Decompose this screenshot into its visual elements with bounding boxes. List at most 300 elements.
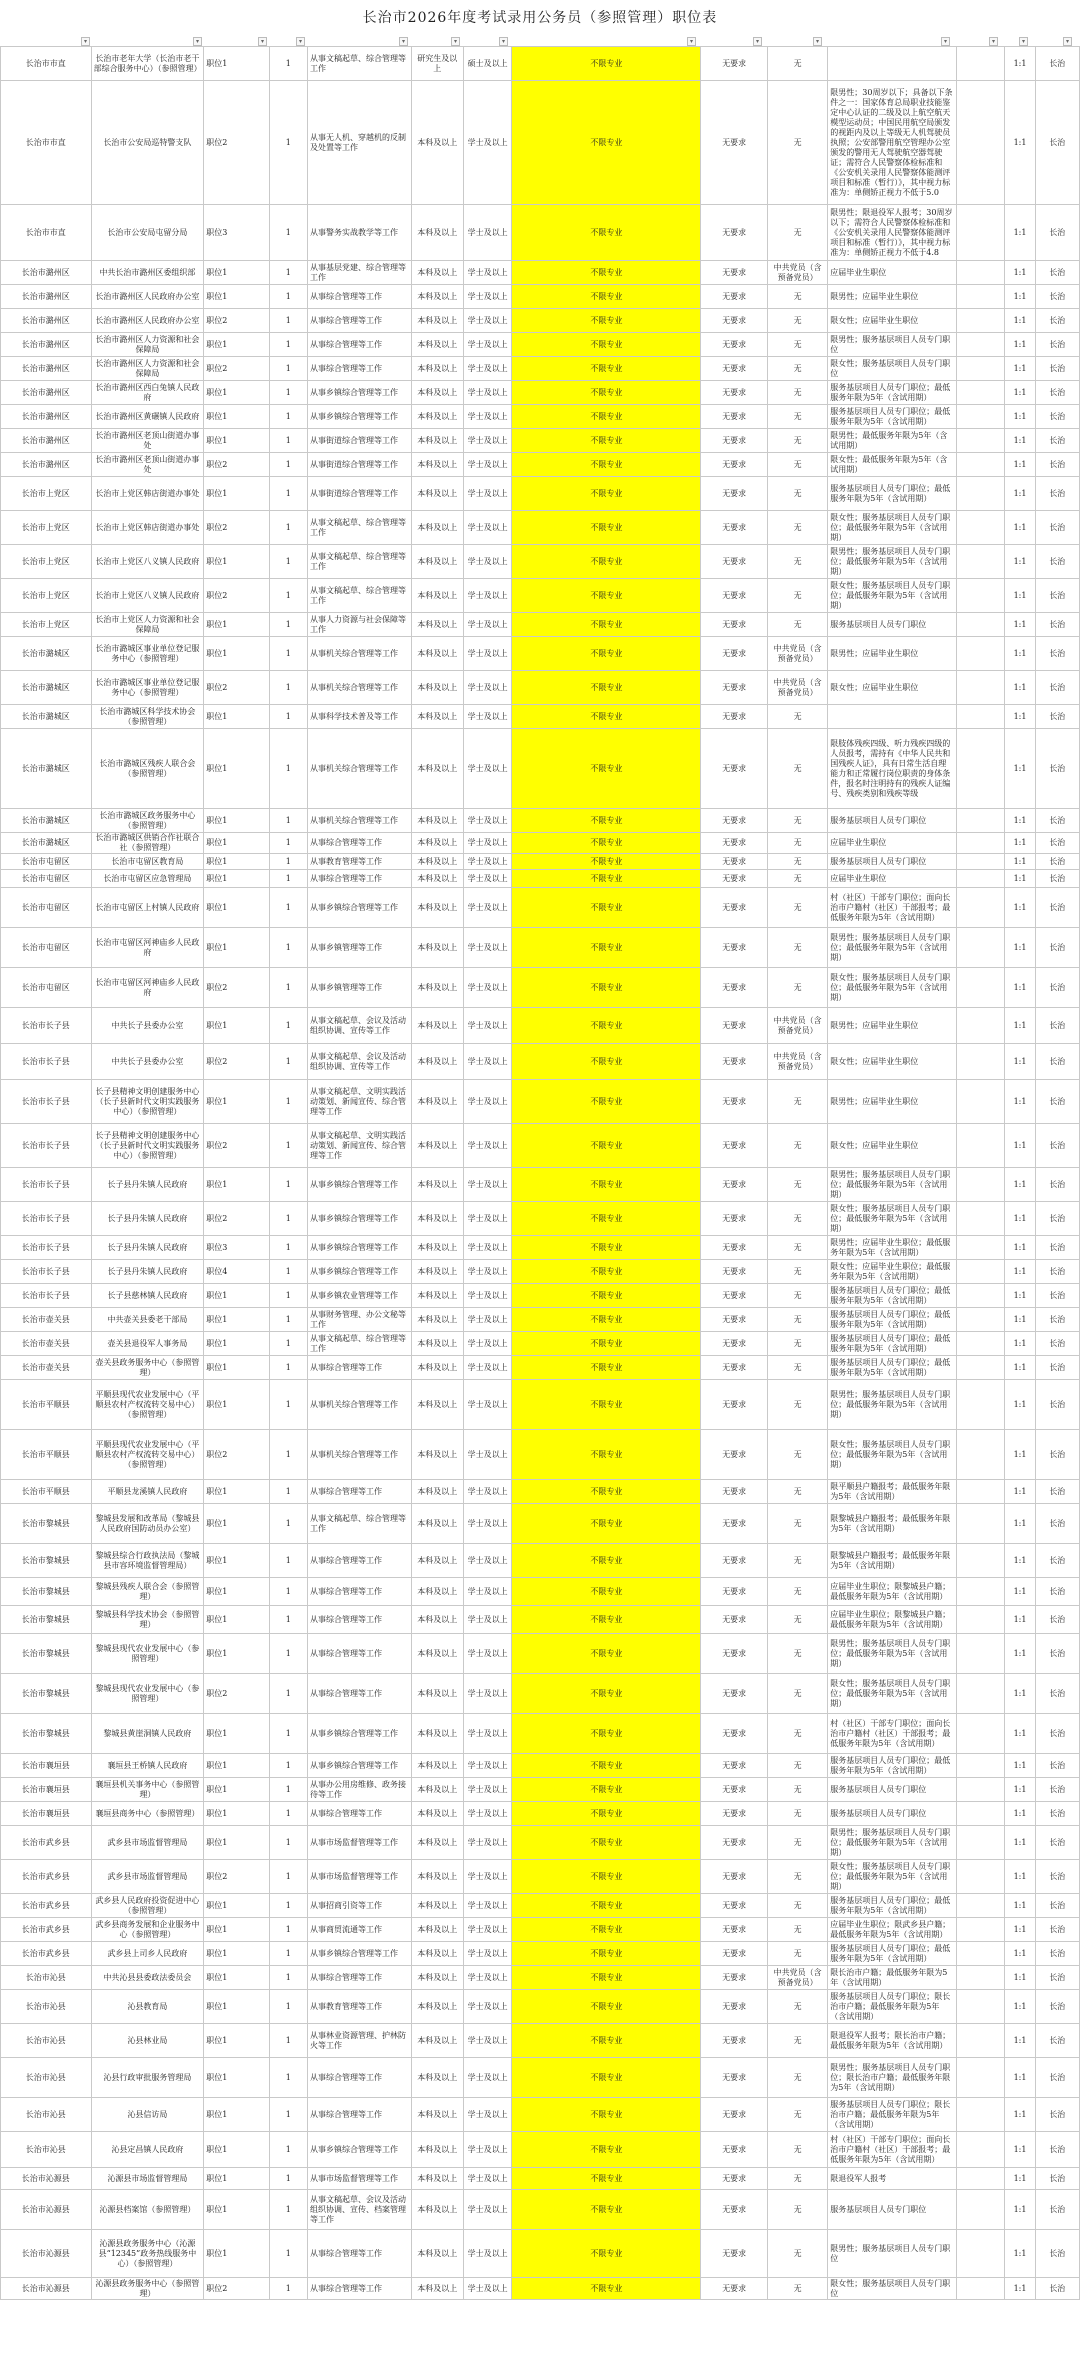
cell-blank (957, 1634, 1005, 1674)
cell-grassroots: 无 (767, 968, 827, 1008)
cell-duty: 从事市场监督管理等工作 (307, 2168, 411, 2190)
cell-num: 1 (269, 1544, 307, 1578)
cell-duty: 从事文稿起草、文明实践活动策划、新闻宣传、综合管理等工作 (307, 1124, 411, 1168)
cell-city: 长治 (1035, 1826, 1079, 1860)
cell-region: 长治市襄垣县 (1, 1754, 92, 1778)
cell-education: 本科及以上 (411, 1894, 463, 1918)
cell-major: 不限专业 (512, 429, 701, 453)
cell-grassroots: 无 (767, 405, 827, 429)
cell-degree: 学士及以上 (463, 1714, 511, 1754)
cell-duty: 从事乡镇综合管理等工作 (307, 381, 411, 405)
cell-unit: 长治市潞州区人民政府办公室 (91, 309, 204, 333)
cell-region: 长治市潞州区 (1, 453, 92, 477)
filter-dropdown-icon[interactable]: ▾ (753, 37, 762, 46)
cell-post: 职位1 (204, 1380, 269, 1430)
cell-city: 长治 (1035, 1778, 1079, 1802)
cell-city: 长治 (1035, 2098, 1079, 2132)
cell-city: 长治 (1035, 2024, 1079, 2058)
cell-degree: 学士及以上 (463, 1942, 511, 1966)
table-row (1, 429, 1080, 453)
cell-degree: 学士及以上 (463, 2024, 511, 2058)
cell-degree: 学士及以上 (463, 285, 511, 309)
cell-major: 不限专业 (512, 477, 701, 511)
cell-degree: 硕士及以上 (463, 47, 511, 81)
cell-post: 职位2 (204, 357, 269, 381)
cell-num: 1 (269, 1260, 307, 1284)
table-row (1, 1778, 1080, 1802)
filter-dropdown-icon[interactable]: ▾ (1019, 37, 1028, 46)
cell-blank (957, 968, 1005, 1008)
cell-ratio: 1:1 (1005, 545, 1035, 579)
filter-dropdown-icon[interactable]: ▾ (258, 37, 267, 46)
cell-other: 村（社区）干部专门职位；面向长治市户籍村（社区）干部报考；最低服务年限为5年（含试用期） (828, 888, 957, 928)
table-row (1, 1044, 1080, 1080)
cell-unit: 沁县行政审批服务管理局 (91, 2058, 204, 2098)
filter-dropdown-icon[interactable]: ▾ (193, 37, 202, 46)
cell-num: 1 (269, 2058, 307, 2098)
cell-ratio: 1:1 (1005, 205, 1035, 261)
cell-num: 1 (269, 1860, 307, 1894)
cell-political: 无要求 (701, 1332, 767, 1356)
cell-blank (957, 309, 1005, 333)
cell-duty: 从事乡镇管理等工作 (307, 928, 411, 968)
cell-duty: 从事文稿起草、综合管理等工作 (307, 579, 411, 613)
table-row (1, 1754, 1080, 1778)
cell-num: 1 (269, 1308, 307, 1332)
cell-post: 职位2 (204, 1044, 269, 1080)
cell-region: 长治市屯留区 (1, 888, 92, 928)
cell-blank (957, 1504, 1005, 1544)
cell-num: 1 (269, 1202, 307, 1236)
cell-grassroots: 无 (767, 1202, 827, 1236)
cell-unit: 长治市潞城区政务服务中心（参照管理） (91, 809, 204, 833)
cell-ratio: 1:1 (1005, 833, 1035, 854)
cell-city: 长治 (1035, 1124, 1079, 1168)
cell-region: 长治市襄垣县 (1, 1778, 92, 1802)
cell-ratio: 1:1 (1005, 1990, 1035, 2024)
cell-major: 不限专业 (512, 1918, 701, 1942)
cell-duty: 从事综合管理等工作 (307, 833, 411, 854)
cell-num: 1 (269, 1044, 307, 1080)
cell-post: 职位1 (204, 1356, 269, 1380)
cell-major: 不限专业 (512, 854, 701, 870)
cell-post: 职位1 (204, 1918, 269, 1942)
cell-major: 不限专业 (512, 637, 701, 671)
cell-num: 1 (269, 809, 307, 833)
cell-ratio: 1:1 (1005, 888, 1035, 928)
cell-grassroots: 无 (767, 1480, 827, 1504)
cell-education: 本科及以上 (411, 1606, 463, 1634)
cell-grassroots: 中共党员（含预备党员） (767, 1044, 827, 1080)
cell-degree: 学士及以上 (463, 1634, 511, 1674)
cell-political: 无要求 (701, 2230, 767, 2278)
cell-ratio: 1:1 (1005, 2058, 1035, 2098)
cell-degree: 学士及以上 (463, 1990, 511, 2024)
cell-blank (957, 405, 1005, 429)
cell-ratio: 1:1 (1005, 928, 1035, 968)
cell-unit: 黎城县科学技术协会（参照管理） (91, 1606, 204, 1634)
cell-city: 长治 (1035, 1284, 1079, 1308)
page-title: 长治市2026年度考试录用公务员（参照管理）职位表 (362, 10, 718, 26)
cell-duty: 从事市场监督管理等工作 (307, 1860, 411, 1894)
cell-other: 服务基层项目人员专门职位；最低服务年限为5年（含试用期） (828, 1332, 957, 1356)
cell-degree: 学士及以上 (463, 2168, 511, 2190)
cell-num: 1 (269, 729, 307, 809)
cell-degree: 学士及以上 (463, 671, 511, 705)
cell-post: 职位1 (204, 47, 269, 81)
cell-other: 限女性；服务基层项目人员专门职位 (828, 357, 957, 381)
table-row (1, 1430, 1080, 1480)
cell-city: 长治 (1035, 671, 1079, 705)
cell-post: 职位1 (204, 729, 269, 809)
table-row (1, 1202, 1080, 1236)
cell-duty: 从事文稿起草、综合管理等工作 (307, 47, 411, 81)
filter-dropdown-icon[interactable]: ▾ (499, 37, 508, 46)
cell-duty: 从事文稿起草、会议及活动组织协调、宣传、档案管理等工作 (307, 2190, 411, 2230)
filter-dropdown-icon[interactable]: ▾ (941, 37, 950, 46)
cell-city: 长治 (1035, 1480, 1079, 1504)
cell-political: 无要求 (701, 1714, 767, 1754)
cell-education: 本科及以上 (411, 870, 463, 888)
cell-region: 长治市沁县 (1, 2098, 92, 2132)
cell-duty: 从事基层党建、综合管理等工作 (307, 261, 411, 285)
cell-education: 本科及以上 (411, 2278, 463, 2300)
cell-unit: 黎城县黄崖洞镇人民政府 (91, 1714, 204, 1754)
cell-city: 长治 (1035, 2230, 1079, 2278)
filter-dropdown-icon[interactable]: ▾ (451, 37, 460, 46)
cell-degree: 学士及以上 (463, 1202, 511, 1236)
cell-political: 无要求 (701, 2132, 767, 2168)
cell-city: 长治 (1035, 1008, 1079, 1044)
cell-duty: 从事文稿起草、综合管理等工作 (307, 1504, 411, 1544)
cell-degree: 学士及以上 (463, 833, 511, 854)
cell-unit: 长治市潞城区事业单位登记服务中心（参照管理） (91, 637, 204, 671)
table-row (1, 261, 1080, 285)
cell-unit: 武乡县市场监督管理局 (91, 1860, 204, 1894)
cell-city: 长治 (1035, 2190, 1079, 2230)
cell-duty: 从事乡镇综合管理等工作 (307, 1942, 411, 1966)
cell-duty: 从事综合管理等工作 (307, 1674, 411, 1714)
cell-degree: 学士及以上 (463, 1894, 511, 1918)
cell-ratio: 1:1 (1005, 1778, 1035, 1802)
cell-num: 1 (269, 47, 307, 81)
cell-num: 1 (269, 1966, 307, 1990)
cell-grassroots: 无 (767, 453, 827, 477)
cell-grassroots: 无 (767, 309, 827, 333)
cell-city: 长治 (1035, 833, 1079, 854)
cell-ratio: 1:1 (1005, 47, 1035, 81)
cell-unit: 长治市上党区八义镇人民政府 (91, 579, 204, 613)
cell-other: 服务基层项目人员专门职位 (828, 613, 957, 637)
cell-num: 1 (269, 1918, 307, 1942)
cell-city: 长治 (1035, 405, 1079, 429)
cell-unit: 长治市上党区韩店街道办事处 (91, 477, 204, 511)
cell-other: 限男性；限退役军人报考；30周岁以下；需符合人民警察体检标准和《公安机关录用人民警察体能测评项目和标准（暂行）》，其中视力标准为：单侧矫正视力不低于4.8 (828, 205, 957, 261)
cell-grassroots: 无 (767, 2058, 827, 2098)
cell-city: 长治 (1035, 1860, 1079, 1894)
cell-blank (957, 671, 1005, 705)
table-row (1, 1966, 1080, 1990)
filter-dropdown-icon[interactable]: ▾ (687, 37, 696, 46)
cell-city: 长治 (1035, 809, 1079, 833)
cell-post: 职位1 (204, 888, 269, 928)
cell-blank (957, 809, 1005, 833)
cell-unit: 长治市上党区韩店街道办事处 (91, 511, 204, 545)
cell-major: 不限专业 (512, 1894, 701, 1918)
cell-grassroots: 无 (767, 579, 827, 613)
cell-grassroots: 无 (767, 1606, 827, 1634)
cell-unit: 沁源县政务服务中心（沁源县“12345”政务热线服务中心）（参照管理） (91, 2230, 204, 2278)
cell-ratio: 1:1 (1005, 2168, 1035, 2190)
cell-city: 长治 (1035, 1918, 1079, 1942)
cell-region: 长治市上党区 (1, 477, 92, 511)
cell-political: 无要求 (701, 357, 767, 381)
cell-num: 1 (269, 81, 307, 205)
table-row (1, 1894, 1080, 1918)
cell-post: 职位3 (204, 205, 269, 261)
cell-degree: 学士及以上 (463, 1332, 511, 1356)
cell-other: 限男性；服务基层项目人员专门职位；最低服务年限为5年（含试用期） (828, 1634, 957, 1674)
cell-num: 1 (269, 511, 307, 545)
cell-num: 1 (269, 2230, 307, 2278)
cell-unit: 平顺县现代农业发展中心（平顺县农村产权流转交易中心）（参照管理） (91, 1380, 204, 1430)
cell-education: 本科及以上 (411, 1284, 463, 1308)
cell-major: 不限专业 (512, 333, 701, 357)
cell-unit: 中共壶关县委老干部局 (91, 1308, 204, 1332)
cell-unit: 长治市潞州区人力资源和社会保障局 (91, 333, 204, 357)
cell-duty: 从事乡镇综合管理等工作 (307, 2132, 411, 2168)
cell-ratio: 1:1 (1005, 1504, 1035, 1544)
cell-ratio: 1:1 (1005, 1754, 1035, 1778)
cell-degree: 学士及以上 (463, 1044, 511, 1080)
cell-blank (957, 357, 1005, 381)
cell-region: 长治市沁县 (1, 2024, 92, 2058)
cell-blank (957, 1284, 1005, 1308)
cell-duty: 从事综合管理等工作 (307, 1480, 411, 1504)
cell-unit: 长子县丹朱镇人民政府 (91, 1260, 204, 1284)
cell-degree: 学士及以上 (463, 545, 511, 579)
cell-degree: 学士及以上 (463, 1124, 511, 1168)
cell-blank (957, 888, 1005, 928)
cell-grassroots: 无 (767, 870, 827, 888)
cell-other: 限黎城县户籍报考；最低服务年限为5年（含试用期） (828, 1544, 957, 1578)
cell-num: 1 (269, 2168, 307, 2190)
cell-other: 限女性；服务基层项目人员专门职位；最低服务年限为5年（含试用期） (828, 1202, 957, 1236)
cell-num: 1 (269, 705, 307, 729)
cell-num: 1 (269, 1894, 307, 1918)
cell-degree: 学士及以上 (463, 1080, 511, 1124)
cell-grassroots: 无 (767, 1260, 827, 1284)
cell-major: 不限专业 (512, 729, 701, 809)
cell-ratio: 1:1 (1005, 1606, 1035, 1634)
cell-post: 职位1 (204, 1778, 269, 1802)
cell-city: 长治 (1035, 2278, 1079, 2300)
cell-post: 职位1 (204, 2024, 269, 2058)
cell-political: 无要求 (701, 968, 767, 1008)
cell-political: 无要求 (701, 870, 767, 888)
cell-city: 长治 (1035, 1634, 1079, 1674)
cell-num: 1 (269, 968, 307, 1008)
cell-ratio: 1:1 (1005, 1430, 1035, 1480)
cell-post: 职位1 (204, 705, 269, 729)
cell-ratio: 1:1 (1005, 637, 1035, 671)
table-row (1, 1714, 1080, 1754)
cell-unit: 壶关县退役军人事务局 (91, 1332, 204, 1356)
cell-ratio: 1:1 (1005, 729, 1035, 809)
table-row (1, 928, 1080, 968)
cell-grassroots: 无 (767, 357, 827, 381)
cell-degree: 学士及以上 (463, 81, 511, 205)
cell-unit: 黎城县发展和改革局（黎城县人民政府国防动员办公室） (91, 1504, 204, 1544)
cell-city: 长治 (1035, 1504, 1079, 1544)
cell-ratio: 1:1 (1005, 261, 1035, 285)
filter-dropdown-icon[interactable]: ▾ (813, 37, 822, 46)
cell-blank (957, 1544, 1005, 1578)
cell-political: 无要求 (701, 729, 767, 809)
table-row (1, 1634, 1080, 1674)
cell-duty: 从事教育管理等工作 (307, 854, 411, 870)
cell-blank (957, 1894, 1005, 1918)
cell-duty: 从事教育管理等工作 (307, 1990, 411, 2024)
cell-num: 1 (269, 888, 307, 928)
cell-political: 无要求 (701, 1008, 767, 1044)
cell-political: 无要求 (701, 1918, 767, 1942)
cell-political: 无要求 (701, 285, 767, 309)
cell-unit: 黎城县现代农业发展中心（参照管理） (91, 1634, 204, 1674)
cell-city: 长治 (1035, 453, 1079, 477)
cell-unit: 长子县丹朱镇人民政府 (91, 1168, 204, 1202)
cell-post: 职位3 (204, 1236, 269, 1260)
cell-degree: 学士及以上 (463, 333, 511, 357)
cell-num: 1 (269, 1674, 307, 1714)
cell-blank (957, 429, 1005, 453)
cell-grassroots: 无 (767, 2278, 827, 2300)
cell-city: 长治 (1035, 1260, 1079, 1284)
cell-region: 长治市长子县 (1, 1236, 92, 1260)
cell-education: 本科及以上 (411, 1124, 463, 1168)
cell-post: 职位1 (204, 261, 269, 285)
cell-city: 长治 (1035, 1966, 1079, 1990)
cell-political: 无要求 (701, 1544, 767, 1578)
cell-unit: 长治市屯留区河神庙乡人民政府 (91, 928, 204, 968)
cell-other: 服务基层项目人员专门职位；限长治市户籍；最低服务年限为5年（含试用期） (828, 1990, 957, 2024)
cell-blank (957, 205, 1005, 261)
cell-post: 职位2 (204, 511, 269, 545)
cell-city: 长治 (1035, 261, 1079, 285)
table-row (1, 477, 1080, 511)
cell-major: 不限专业 (512, 1168, 701, 1202)
cell-ratio: 1:1 (1005, 2190, 1035, 2230)
cell-post: 职位2 (204, 1674, 269, 1714)
cell-duty: 从事机关综合管理等工作 (307, 1430, 411, 1480)
cell-post: 职位2 (204, 309, 269, 333)
table-row (1, 1606, 1080, 1634)
cell-major: 不限专业 (512, 1308, 701, 1332)
cell-other: 服务基层项目人员专门职位 (828, 809, 957, 833)
cell-region: 长治市武乡县 (1, 1894, 92, 1918)
cell-post: 职位1 (204, 637, 269, 671)
cell-degree: 学士及以上 (463, 613, 511, 637)
cell-education: 本科及以上 (411, 2190, 463, 2230)
cell-grassroots: 无 (767, 1332, 827, 1356)
cell-blank (957, 1202, 1005, 1236)
cell-region: 长治市黎城县 (1, 1714, 92, 1754)
cell-blank (957, 1578, 1005, 1606)
cell-degree: 学士及以上 (463, 1168, 511, 1202)
cell-grassroots: 中共党员（含预备党员） (767, 637, 827, 671)
table-row (1, 381, 1080, 405)
cell-ratio: 1:1 (1005, 1260, 1035, 1284)
cell-region: 长治市壶关县 (1, 1332, 92, 1356)
cell-degree: 学士及以上 (463, 1480, 511, 1504)
position-table (0, 46, 1080, 2300)
filter-dropdown-icon[interactable]: ▾ (296, 37, 305, 46)
cell-post: 职位1 (204, 2230, 269, 2278)
cell-grassroots: 无 (767, 1080, 827, 1124)
cell-duty: 从事乡镇综合管理等工作 (307, 888, 411, 928)
cell-education: 本科及以上 (411, 1918, 463, 1942)
cell-duty: 从事综合管理等工作 (307, 1356, 411, 1380)
cell-ratio: 1:1 (1005, 1380, 1035, 1430)
cell-duty: 从事林业资源管理、护林防火等工作 (307, 2024, 411, 2058)
cell-duty: 从事机关综合管理等工作 (307, 637, 411, 671)
cell-political: 无要求 (701, 1308, 767, 1332)
filter-dropdown-icon[interactable]: ▾ (399, 37, 408, 46)
cell-other: 限男性；服务基层项目人员专门职位 (828, 333, 957, 357)
cell-duty: 从事文稿起草、综合管理等工作 (307, 511, 411, 545)
cell-ratio: 1:1 (1005, 1894, 1035, 1918)
cell-blank (957, 1942, 1005, 1966)
cell-political: 无要求 (701, 928, 767, 968)
cell-num: 1 (269, 477, 307, 511)
cell-duty: 从事综合管理等工作 (307, 285, 411, 309)
cell-major: 不限专业 (512, 405, 701, 429)
cell-blank (957, 1380, 1005, 1430)
filter-dropdown-icon[interactable]: ▾ (1063, 37, 1072, 46)
cell-num: 1 (269, 613, 307, 637)
cell-unit: 武乡县商务发展和企业服务中心（参照管理） (91, 1918, 204, 1942)
cell-ratio: 1:1 (1005, 1308, 1035, 1332)
cell-region: 长治市沁县 (1, 1990, 92, 2024)
cell-education: 本科及以上 (411, 2132, 463, 2168)
cell-num: 1 (269, 870, 307, 888)
cell-political: 无要求 (701, 205, 767, 261)
cell-post: 职位1 (204, 1544, 269, 1578)
cell-city: 长治 (1035, 2058, 1079, 2098)
cell-other: 限女性；应届毕业生职位 (828, 309, 957, 333)
cell-post: 职位2 (204, 81, 269, 205)
cell-region: 长治市长子县 (1, 1124, 92, 1168)
cell-education: 本科及以上 (411, 357, 463, 381)
cell-post: 职位2 (204, 671, 269, 705)
cell-city: 长治 (1035, 1714, 1079, 1754)
cell-other: 限肢体残疾四级、听力残疾四级的人员报考，需持有《中华人民共和国残疾人证》，具有日常生活自理能力和正常履行岗位职责的身体条件，报名时注明持有的残疾人证编号、残疾类别和残疾等级 (828, 729, 957, 809)
cell-degree: 学士及以上 (463, 928, 511, 968)
cell-city: 长治 (1035, 477, 1079, 511)
filter-dropdown-icon[interactable]: ▾ (81, 37, 90, 46)
cell-major: 不限专业 (512, 1942, 701, 1966)
cell-education: 本科及以上 (411, 1260, 463, 1284)
cell-ratio: 1:1 (1005, 511, 1035, 545)
filter-dropdown-icon[interactable]: ▾ (989, 37, 998, 46)
cell-education: 本科及以上 (411, 2058, 463, 2098)
table-row (1, 1674, 1080, 1714)
cell-blank (957, 870, 1005, 888)
cell-ratio: 1:1 (1005, 1674, 1035, 1714)
cell-ratio: 1:1 (1005, 1714, 1035, 1754)
cell-ratio: 1:1 (1005, 1008, 1035, 1044)
cell-major: 不限专业 (512, 545, 701, 579)
